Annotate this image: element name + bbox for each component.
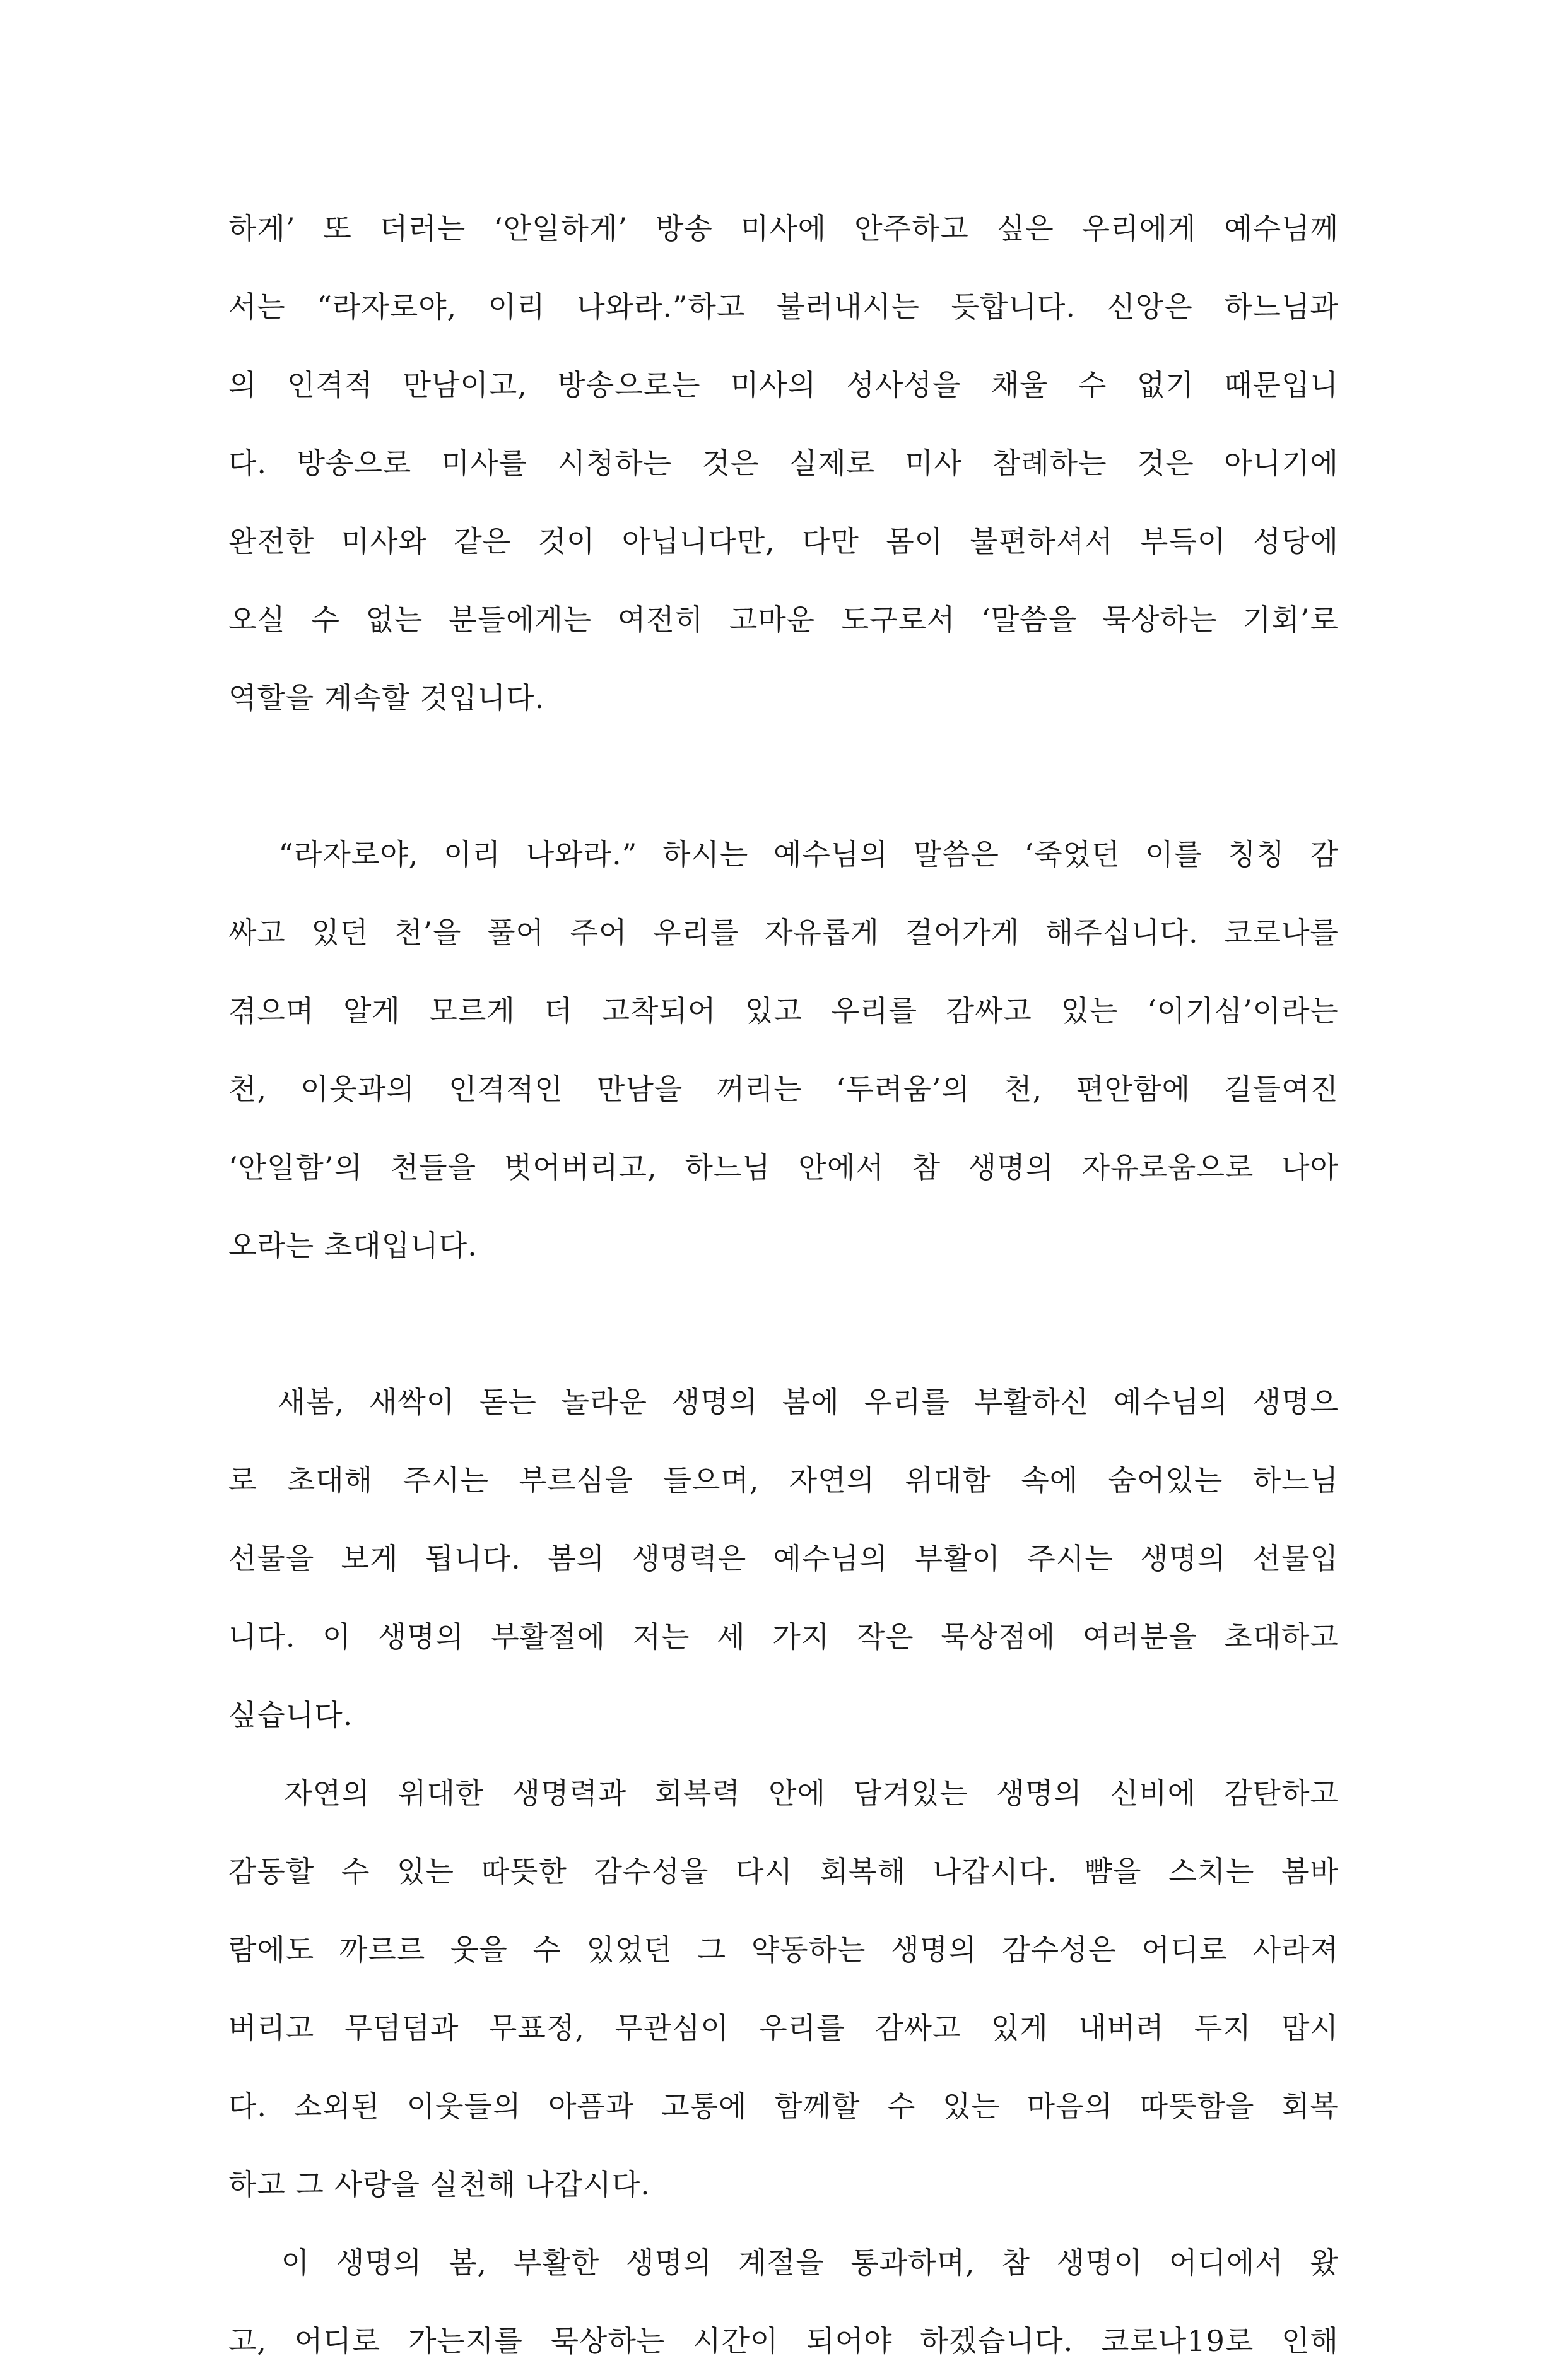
text-line: 의 인격적 만남이고, 방송으로는 미사의 성사성을 채울 수 없기 때문입니	[228, 368, 1339, 402]
text-line: 로 초대해 주시는 부르심을 들으며, 자연의 위대함 속에 숨어있는 하느님	[228, 1463, 1339, 1497]
text-line: 이 생명의 봄, 부활한 생명의 계절을 통과하며, 참 생명이 어디에서 왔	[228, 2246, 1339, 2280]
text-line: 다. 소외된 이웃들의 아픔과 고통에 함께할 수 있는 마음의 따뜻함을 회복	[228, 2089, 1339, 2123]
text-line: 역할을 계속할 것입니다.	[228, 681, 545, 715]
text-line: 오라는 초대입니다.	[228, 1228, 478, 1263]
text-line: 감동할 수 있는 따뜻한 감수성을 다시 회복해 나갑시다. 뺨을 스치는 봄바	[228, 1854, 1339, 1888]
text-line: 다. 방송으로 미사를 시청하는 것은 실제로 미사 참례하는 것은 아니기에	[228, 446, 1339, 480]
paragraph-5	[228, 2224, 1339, 2380]
text-line: 자연의 위대한 생명력과 회복력 안에 담겨있는 생명의 신비에 감탄하고	[228, 1776, 1339, 1810]
document-body	[228, 189, 1339, 2380]
text-line: 싸고 있던 천’을 풀어 주어 우리를 자유롭게 걸어가게 해주십니다. 코로나를	[228, 916, 1339, 950]
text-line: 니다. 이 생명의 부활절에 저는 세 가지 작은 묵상점에 여러분을 초대하고	[228, 1620, 1339, 1654]
text-line: 싶습니다.	[228, 1698, 353, 1732]
text-line: ‘안일함’의 천들을 벗어버리고, 하느님 안에서 참 생명의 자유로움으로 나아	[228, 1150, 1339, 1184]
text-line: 고, 어디로 가는지를 묵상하는 시간이 되어야 하겠습니다. 코로나19로 인해	[228, 2324, 1339, 2358]
text-line: 새봄, 새싹이 돋는 놀라운 생명의 봄에 우리를 부활하신 예수님의 생명으	[228, 1385, 1339, 1419]
text-line: 하고 그 사랑을 실천해 나갑시다.	[228, 2167, 650, 2201]
paragraph-3	[228, 1363, 1339, 1754]
text-line: “라자로야, 이리 나와라.” 하시는 예수님의 말씀은 ‘죽었던 이를 칭칭 감	[228, 837, 1339, 871]
text-line: 람에도 까르르 웃을 수 있었던 그 약동하는 생명의 감수성은 어디로 사라져	[228, 1933, 1339, 1967]
text-line: 겪으며 알게 모르게 더 고착되어 있고 우리를 감싸고 있는 ‘이기심’이라는	[228, 994, 1339, 1028]
text-line: 버리고 무덤덤과 무표정, 무관심이 우리를 감싸고 있게 내버려 두지 맙시	[228, 2011, 1339, 2045]
text-line: 선물을 보게 됩니다. 봄의 생명력은 예수님의 부활이 주시는 생명의 선물입	[228, 1541, 1339, 1576]
text-line: 하게’ 또 더러는 ‘안일하게’ 방송 미사에 안주하고 싶은 우리에게 예수님께	[228, 211, 1339, 245]
text-line: 천, 이웃과의 인격적인 만남을 꺼리는 ‘두려움’의 천, 편안함에 길들여진	[228, 1072, 1339, 1106]
paragraph-2	[228, 815, 1339, 1285]
paragraph-gap	[228, 737, 1339, 815]
text-line: 서는 “라자로야, 이리 나와라.”하고 불러내시는 듯합니다. 신앙은 하느님과	[228, 290, 1339, 324]
text-line: 완전한 미사와 같은 것이 아닙니다만, 다만 몸이 불편하셔서 부득이 성당에	[228, 524, 1339, 558]
paragraph-1	[228, 189, 1339, 737]
text-line: 오실 수 없는 분들에게는 여전히 고마운 도구로서 ‘말씀을 묵상하는 기회’로	[228, 603, 1339, 637]
paragraph-4	[228, 1754, 1339, 2224]
paragraph-gap	[228, 1285, 1339, 1363]
